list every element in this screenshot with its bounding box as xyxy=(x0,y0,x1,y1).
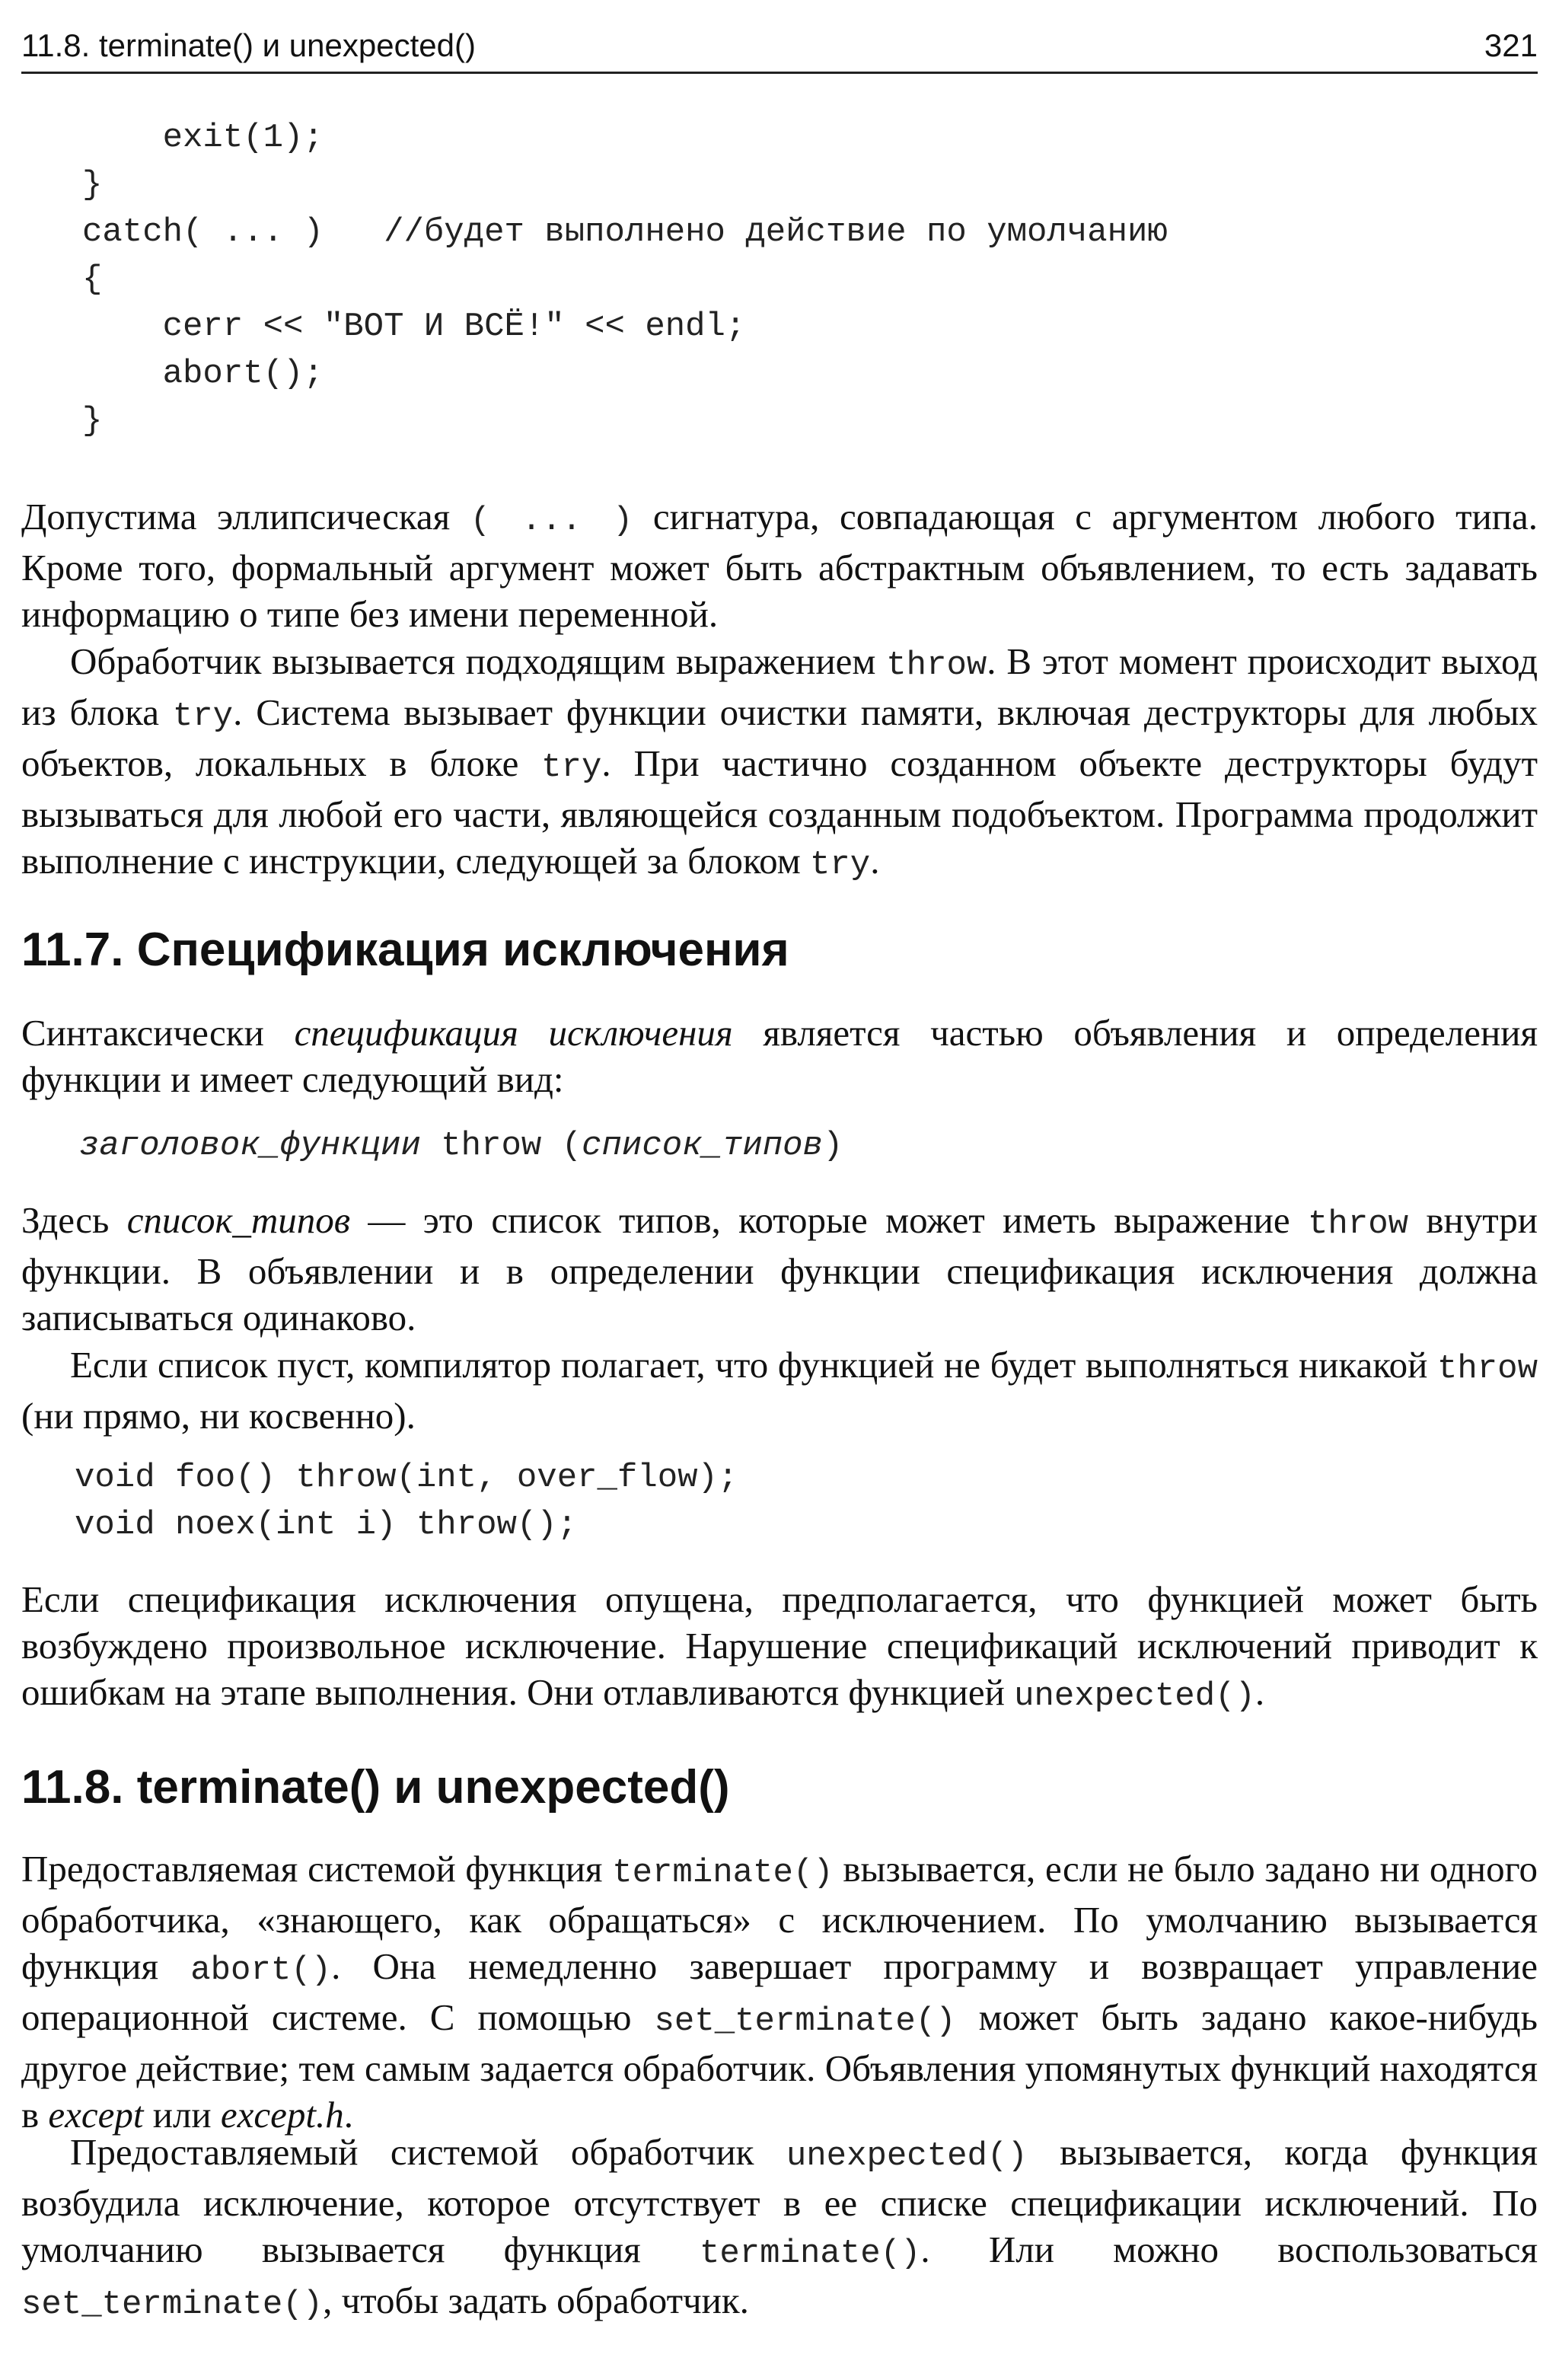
inline-code: throw xyxy=(1308,1205,1409,1243)
code-line: void noex(int i) throw(); xyxy=(75,1506,578,1544)
section-heading-11-7: 11.7. Спецификация исключения xyxy=(21,924,789,976)
code-line: cerr << "ВОТ И ВСЁ!" << endl; xyxy=(82,308,746,346)
code-line: exit(1); xyxy=(82,119,324,157)
paragraph-terminate: Предоставляемая системой функция terminate() вызывается, если не было задано ни одного обработчика, «знающего, как обращаться» с исключением. По умолчанию вызывается функция abort(). Она немедленно завершает программу и возвращает управление операционной системе. С помощью set_terminate() может быть задано какое-нибудь другое действие; тем самым задается обработчик. Объявления упомянутых функций находятся в except или except.h. xyxy=(21,1848,1538,2136)
inline-code: terminate() xyxy=(612,1854,834,1892)
inline-code: throw xyxy=(886,646,987,684)
code-line: abort(); xyxy=(82,355,324,393)
inline-code: try xyxy=(810,846,871,884)
paragraph-spec-syntax: Синтаксически спецификация исключения является частью объявления и определения функции и имеет следующий вид: xyxy=(21,1012,1538,1100)
inline-code: ( ... ) xyxy=(470,502,633,540)
inline-code: throw xyxy=(1436,1350,1538,1388)
running-header xyxy=(21,23,1538,74)
code-line: void foo() throw(int, over_flow); xyxy=(75,1459,738,1497)
paragraph-type-list: Здесь список_типов — это список типов, которые может иметь выражение throw внутри функции. В объявлении и в определении функции спецификация исключения должна записываться одинаково. xyxy=(21,1199,1538,1338)
inline-code: try xyxy=(172,697,234,735)
paragraph-ellipsis-signature: Допустима эллипсическая ( ... ) сигнатура, совпадающая с аргументом любого типа. Кроме того, формальный аргумент может быть абстрактным объявлением, то есть задавать информацию о типе без имени переменной. xyxy=(21,496,1538,635)
inline-code: terminate() xyxy=(699,2235,921,2273)
syntax-template: заголовок_функции throw (список_типов) xyxy=(79,1127,843,1165)
code-line: catch( ... ) //будет выполнено действие по умолчанию xyxy=(82,213,1168,251)
section-heading-11-8: 11.8. terminate() и unexpected() xyxy=(21,1761,730,1814)
italic-term: список_типов xyxy=(126,1199,351,1241)
page-number: 321 xyxy=(1484,27,1538,63)
inline-code: unexpected() xyxy=(786,2137,1028,2175)
running-header-title: 11.8. terminate() и unexpected() xyxy=(21,27,476,63)
inline-code: try xyxy=(541,748,602,786)
paragraph-handler-call: Обработчик вызывается подходящим выражением throw. В этот момент происходит выход из блока try. Система вызывает функции очистки памяти, включая деструкторы для любых объектов, локальных в блоке try. При частично созданном объекте деструкторы будут вызываться для любой его части, являющейся созданным подобъектом. Программа продолжит выполнение с инструкции, следующей за блоком try. xyxy=(21,640,1538,884)
paragraph-empty-list: Если список пуст, компилятор полагает, что функцией не будет выполняться никакой throw (ни прямо, ни косвенно). xyxy=(21,1344,1538,1437)
inline-code: set_terminate() xyxy=(21,2286,324,2324)
code-line: { xyxy=(82,260,103,298)
code-block-throw-spec xyxy=(75,1454,738,1549)
paragraph-unexpected: Предоставляемый системой обработчик unexpected() вызывается, когда функция возбудила исключение, которое отсутствует в ее списке спецификации исключений. По умолчанию вызывается функция terminate(). Или можно воспользоваться set_terminate(), чтобы задать обработчик. xyxy=(21,2131,1538,2324)
italic-term: except xyxy=(48,2094,144,2136)
code-line: } xyxy=(82,402,103,440)
inline-code: set_terminate() xyxy=(654,2002,956,2040)
inline-code: abort() xyxy=(190,1951,332,1989)
italic-term: спецификация исключения xyxy=(294,1012,733,1054)
paragraph-spec-omitted: Если спецификация исключения опущена, предполагается, что функцией может быть возбуждено произвольное исключение. Нарушение спецификаций исключений приводит к ошибкам на этапе выполнения. Они отлавливаются функцией unexpected(). xyxy=(21,1578,1538,1715)
code-block-catch xyxy=(82,114,1168,445)
inline-code: unexpected() xyxy=(1014,1677,1255,1715)
italic-term: except.h xyxy=(220,2094,344,2136)
code-line: } xyxy=(82,166,103,204)
